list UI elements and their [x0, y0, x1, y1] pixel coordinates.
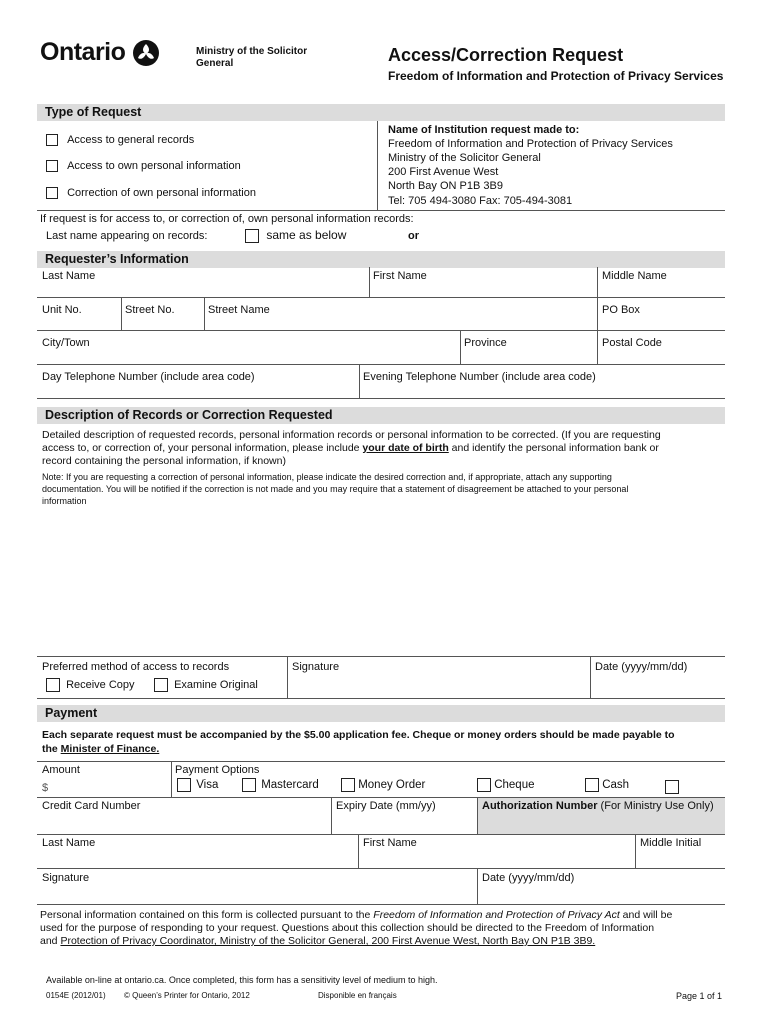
first-name-field[interactable]: First Name: [373, 270, 427, 282]
city-field[interactable]: City/Town: [42, 337, 90, 349]
expiry-date-field[interactable]: Expiry Date (mm/yy): [336, 800, 436, 812]
mastercard-option[interactable]: Mastercard: [242, 778, 319, 792]
checkbox[interactable]: [46, 187, 58, 199]
date-of-birth-emphasis: your date of birth: [362, 442, 449, 454]
checkbox[interactable]: [477, 778, 491, 792]
checkbox[interactable]: [585, 778, 599, 792]
page-number: Page 1 of 1: [676, 991, 723, 1001]
institution-line: 200 First Avenue West: [388, 166, 499, 178]
form-title: Access/Correction Request: [388, 45, 624, 65]
examine-original-option[interactable]: Examine Original: [154, 678, 258, 692]
description-text: record containing the personal information, if known): [42, 455, 286, 467]
payer-date-field[interactable]: Date (yyyy/mm/dd): [482, 872, 575, 884]
street-name-field[interactable]: Street Name: [208, 304, 270, 316]
amount-label: Amount: [42, 764, 80, 776]
ministry-name: Ministry of the Solicitor General: [196, 46, 308, 69]
note-text: Note: If you are requesting a correction of personal information, please indicate the desired correction and, if appropriate, attach any supporting: [42, 472, 612, 482]
evening-phone-field[interactable]: Evening Telephone Number (include area code): [363, 371, 596, 383]
day-phone-field[interactable]: Day Telephone Number (include area code): [42, 371, 255, 383]
same-as-below-option[interactable]: same as below: [245, 228, 346, 243]
date-field[interactable]: Date (yyyy/mm/dd): [595, 661, 688, 673]
checkbox[interactable]: [341, 778, 355, 792]
form-subtitle: Freedom of Information and Protection of Privacy Services: [388, 69, 724, 83]
authorization-number-label: Authorization Number (For Ministry Use Only): [482, 800, 714, 812]
street-no-field[interactable]: Street No.: [125, 304, 175, 316]
last-name-field[interactable]: Last Name: [42, 270, 96, 282]
checkbox[interactable]: [154, 678, 168, 692]
institution-line: North Bay ON P1B 3B9: [388, 180, 503, 192]
payer-signature-field[interactable]: Signature: [42, 872, 90, 884]
act-name: Freedom of Information and Protection of Privacy Act: [373, 909, 620, 921]
checkbox[interactable]: [177, 778, 191, 792]
coordinator-address: Protection of Privacy Coordinator, Ministry of the Solicitor General, 200 First Avenue West, North Bay ON P1B 3B9.: [60, 935, 596, 947]
amount-field[interactable]: $: [42, 782, 49, 794]
description-input-area[interactable]: [37, 510, 725, 655]
institution-line: Tel: 705 494-3080 Fax: 705-494-3081: [388, 195, 573, 207]
requester-heading: Requester’s Information: [37, 251, 725, 268]
checkbox[interactable]: [46, 160, 58, 172]
checkbox[interactable]: [46, 134, 58, 146]
type-of-request-heading: Type of Request: [37, 104, 725, 121]
description-text: access to, or correction of, your personal information, please include your date of birth and identify the personal information bank or: [42, 442, 659, 454]
minister-of-finance: Minister of Finance.: [60, 743, 160, 755]
payer-middle-initial-field[interactable]: Middle Initial: [640, 837, 702, 849]
logo-wordmark: Ontario: [40, 38, 126, 66]
province-field[interactable]: Province: [464, 337, 507, 349]
preferred-method-label: Preferred method of access to records: [42, 661, 230, 673]
last-name-on-records-label: Last name appearing on records:: [46, 230, 208, 242]
institution-line: Ministry of the Solicitor General: [388, 152, 541, 164]
trillium-icon: [132, 39, 160, 67]
description-heading: Description of Records or Correction Requested: [37, 407, 725, 424]
institution-line: Freedom of Information and Protection of Privacy Services: [388, 138, 673, 150]
cheque-option[interactable]: Cheque: [477, 778, 535, 792]
signature-field[interactable]: Signature: [292, 661, 340, 673]
privacy-statement: Personal information contained on this form is collected pursuant to the Freedom of Information and Protection of Privacy Act and will be: [40, 909, 673, 921]
note-text: documentation. You will be notified if the correction is not made and you may require that a statement of disagreement be attached to your personal: [42, 484, 629, 494]
privacy-statement: used for the purpose of responding to your request. Questions about this collection should be directed to the Freedom of Information: [40, 922, 655, 934]
cash-option[interactable]: Cash: [585, 778, 629, 792]
own-info-note: If request is for access to, or correction of, own personal information records:: [40, 213, 414, 225]
institution-heading: Name of Institution request made to:: [388, 124, 580, 136]
note-text: information: [42, 496, 87, 506]
availability-note: Available on-line at ontario.ca. Once completed, this form has a sensitivity level of medium to high.: [46, 975, 438, 985]
payment-heading: Payment: [37, 705, 725, 722]
option-correction-own[interactable]: Correction of own personal information: [46, 187, 256, 199]
po-box-field[interactable]: PO Box: [602, 304, 640, 316]
french-availability: Disponible en français: [318, 991, 397, 1000]
or-label: or: [408, 230, 419, 242]
payment-statement: Each separate request must be accompanied by the $5.00 application fee. Cheque or money orders should be made payable to: [42, 729, 675, 741]
form-number: 0154E (2012/01): [46, 991, 106, 1000]
option-access-own[interactable]: Access to own personal information: [46, 160, 241, 172]
option-access-general[interactable]: Access to general records: [46, 134, 194, 146]
middle-name-field[interactable]: Middle Name: [602, 270, 667, 282]
description-text: Detailed description of requested records, personal information records or personal information to be corrected. (If you are requesting: [42, 429, 661, 441]
money-order-option[interactable]: Money Order: [341, 778, 425, 792]
ontario-logo: [40, 38, 160, 67]
unit-no-field[interactable]: Unit No.: [42, 304, 82, 316]
receive-copy-option[interactable]: Receive Copy: [46, 678, 135, 692]
privacy-statement: and Protection of Privacy Coordinator, Ministry of the Solicitor General, 200 First Avenue West, North Bay ON P1B 3B9.: [40, 935, 596, 947]
payment-statement: the Minister of Finance.: [42, 743, 160, 755]
postal-code-field[interactable]: Postal Code: [602, 337, 662, 349]
other-option-checkbox[interactable]: [665, 778, 679, 796]
visa-option[interactable]: Visa: [177, 778, 218, 792]
payer-last-name-field[interactable]: Last Name: [42, 837, 96, 849]
checkbox[interactable]: [245, 229, 259, 243]
checkbox[interactable]: [46, 678, 60, 692]
credit-card-number-field[interactable]: Credit Card Number: [42, 800, 141, 812]
copyright: © Queen’s Printer for Ontario, 2012: [124, 991, 250, 1000]
checkbox[interactable]: [242, 778, 256, 792]
checkbox[interactable]: [665, 780, 679, 794]
payment-options-label: Payment Options: [175, 764, 260, 776]
payer-first-name-field[interactable]: First Name: [363, 837, 417, 849]
